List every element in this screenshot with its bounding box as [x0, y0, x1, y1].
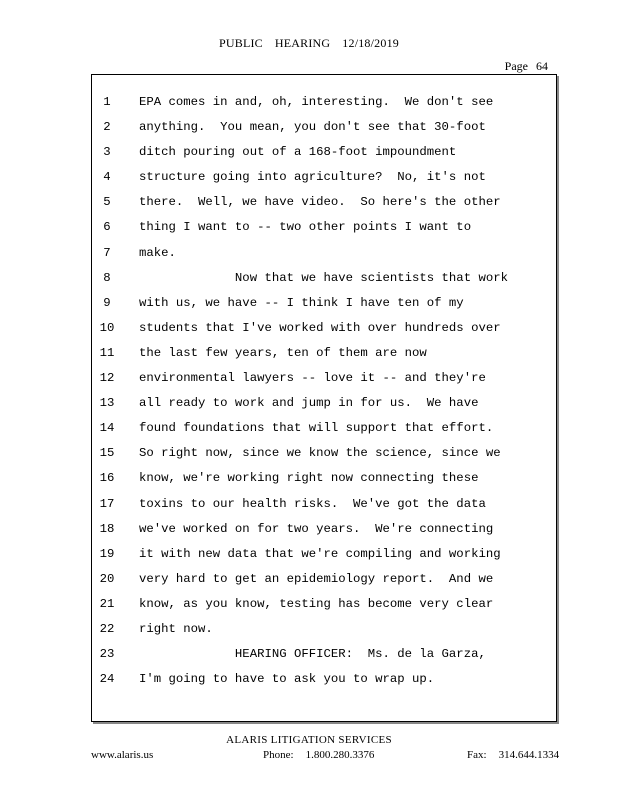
line-text: there. Well, we have video. So here's the other [139, 195, 501, 210]
line-number: 13 [99, 396, 115, 411]
line-text: ditch pouring out of a 168-foot impoundment [139, 145, 457, 160]
line-text: So right now, since we know the science, since we [139, 446, 501, 461]
transcript-line [0, 642, 618, 667]
line-number: 6 [103, 220, 111, 235]
footer-fax-number: 314.644.1334 [498, 749, 560, 761]
transcript-line [0, 215, 618, 240]
line-text: we've worked on for two years. We're connecting [139, 521, 494, 536]
transcript-line [0, 190, 618, 215]
line-text: environmental lawyers -- love it -- and they're [139, 371, 486, 386]
line-number: 11 [99, 345, 115, 360]
line-text: EPA comes in and, oh, interesting. We don't see [139, 95, 494, 109]
transcript-line [0, 140, 618, 165]
line-number: 3 [103, 145, 111, 160]
line-number: 4 [103, 170, 111, 185]
page-number-label [505, 59, 548, 74]
footer-website: www.alaris.us [91, 749, 154, 761]
line-text: know, we're working right now connecting these [139, 471, 479, 486]
line-text: it with new data that we're compiling and working [139, 546, 501, 561]
line-text: anything. You mean, you don't see that 30-foot [139, 120, 486, 135]
line-number: 18 [99, 521, 115, 536]
transcript-line [0, 416, 618, 441]
footer-fax-label: Fax: [467, 749, 487, 761]
transcript-line [0, 592, 618, 617]
footer-fax [467, 749, 559, 761]
transcript-body [0, 90, 618, 692]
line-number: 10 [99, 320, 115, 335]
line-text: found foundations that will support that effort. [139, 421, 494, 436]
line-text: right now. [139, 621, 213, 636]
line-number: 8 [103, 270, 111, 285]
header-title-word-public: PUBLIC [219, 36, 263, 50]
line-number: 20 [99, 571, 115, 586]
line-number: 16 [99, 471, 115, 486]
transcript-line [0, 316, 618, 341]
footer-phone-label: Phone: [263, 749, 294, 761]
transcript-line [0, 341, 618, 366]
transcript-line [0, 291, 618, 316]
line-text: very hard to get an epidemiology report. And we [139, 571, 494, 586]
line-number: 19 [99, 546, 115, 561]
transcript-line [0, 366, 618, 391]
footer-phone [263, 749, 374, 761]
line-text: the last few years, ten of them are now [139, 345, 427, 360]
transcript-line [0, 667, 618, 692]
page-label: Page [504, 59, 528, 73]
line-number: 5 [103, 195, 111, 210]
transcript-line [0, 517, 618, 542]
line-number: 9 [103, 295, 111, 310]
transcript-line [0, 241, 618, 266]
transcript-line [0, 441, 618, 466]
footer-phone-number: 1.800.280.3376 [305, 749, 375, 761]
header-date: 12/18/2019 [342, 36, 399, 50]
line-number: 21 [99, 596, 115, 611]
line-number: 15 [99, 446, 115, 461]
line-number: 23 [99, 647, 115, 662]
line-text: HEARING OFFICER: Ms. de la Garza, [139, 647, 486, 662]
transcript-line [0, 165, 618, 190]
line-number: 2 [103, 120, 111, 135]
transcript-line [0, 617, 618, 642]
line-text: make. [139, 245, 176, 260]
line-number: 22 [99, 621, 115, 636]
line-number: 1 [103, 95, 111, 109]
line-text: students that I've worked with over hundreds over [139, 320, 501, 335]
line-number: 12 [99, 371, 115, 386]
line-number: 7 [103, 245, 111, 260]
transcript-line [0, 90, 618, 115]
footer-contact [0, 749, 618, 763]
transcript-line [0, 567, 618, 592]
line-text: I'm going to have to ask you to wrap up. [139, 672, 435, 687]
transcript-line [0, 542, 618, 567]
header-title [0, 36, 618, 51]
transcript-line [0, 115, 618, 140]
transcript-line [0, 466, 618, 491]
line-text: Now that we have scientists that work [139, 270, 508, 285]
header-title-word-hearing: HEARING [274, 36, 331, 50]
line-number: 14 [99, 421, 115, 436]
transcript-line [0, 266, 618, 291]
footer-company: ALARIS LITIGATION SERVICES [226, 734, 392, 746]
line-text: know, as you know, testing has become very clear [139, 596, 494, 611]
line-number: 17 [99, 496, 115, 511]
line-text: all ready to work and jump in for us. We have [139, 396, 479, 411]
line-text: thing I want to -- two other points I want to [139, 220, 472, 235]
transcript-line [0, 492, 618, 517]
line-text: structure going into agriculture? No, it's not [139, 170, 486, 185]
line-text: toxins to our health risks. We've got the data [139, 496, 486, 511]
line-number: 24 [99, 672, 115, 687]
transcript-line [0, 391, 618, 416]
page-number: 64 [536, 59, 548, 73]
line-text: with us, we have -- I think I have ten of my [139, 295, 464, 310]
